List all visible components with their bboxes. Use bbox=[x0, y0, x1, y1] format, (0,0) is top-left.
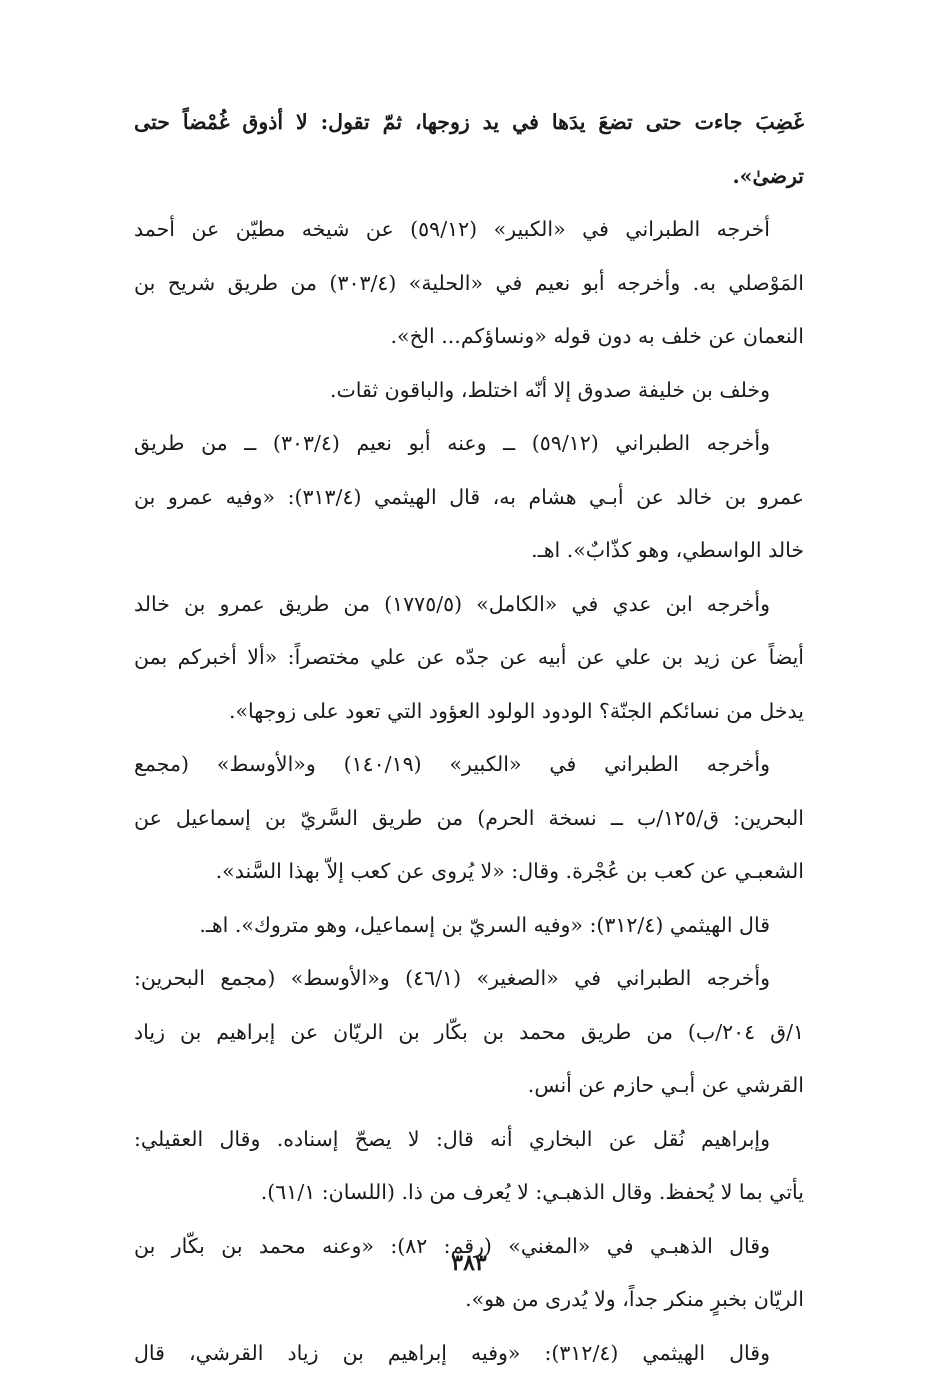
text-line: يدخل من نسائكم الجنّة؟ الودود الولود العؤود التي تعود على زوجها». bbox=[134, 685, 804, 739]
text-line: وخلف بن خليفة صدوق إلا أنّه اختلط، والباقون ثقات. bbox=[134, 364, 804, 418]
text-line: القرشي عن أبـي حازم عن أنس. bbox=[134, 1059, 804, 1113]
text-line: وأخرجه الطبراني في «الكبير» (١٤٠/١٩) و«الأوسط» (مجمع bbox=[134, 738, 804, 792]
page-number: ٣٨٣ bbox=[0, 1250, 938, 1276]
text-line: يأتي بما لا يُحفظ. وقال الذهبـي: لا يُعرف من ذا. (اللسان: ٦١/١). bbox=[134, 1166, 804, 1220]
text-block bbox=[134, 96, 804, 1380]
text-line: قال الهيثمي (٣١٢/٤): «وفيه السريّ بن إسماعيل، وهو متروك». اهـ. bbox=[134, 899, 804, 953]
text-line: ١/ق ٢٠٤/ب) من طريق محمد بن بكّار بن الريّان عن إبراهيم بن زياد bbox=[134, 1006, 804, 1060]
text-line: عمرو بن خالد عن أبـي هشام به، قال الهيثمي (٣١٣/٤): «وفيه عمرو بن bbox=[134, 471, 804, 525]
text-line: غَضِبَ جاءت حتى تضعَ يدَها في يد زوجها، ثمّ تقول: لا أذوق غُمْضاً حتى bbox=[134, 96, 804, 150]
text-line: النعمان عن خلف به دون قوله «ونساؤكم... الخ». bbox=[134, 310, 804, 364]
text-line: وقال الهيثمي (٣١٢/٤): «وفيه إبراهيم بن زياد القرشي، قال bbox=[134, 1327, 804, 1380]
text-line: البحرين: ق/١٢٥/ب ــ نسخة الحرم) من طريق السَّريّ بن إسماعيل عن bbox=[134, 792, 804, 846]
text-line: وأخرجه الطبراني في «الصغير» (٤٦/١) و«الأوسط» (مجمع البحرين: bbox=[134, 952, 804, 1006]
text-line: وإبراهيم نُقل عن البخاري أنه قال: لا يصحّ إسناده. وقال العقيلي: bbox=[134, 1113, 804, 1167]
text-line: خالد الواسطي، وهو كذّابٌ». اهـ. bbox=[134, 524, 804, 578]
text-line: الشعبـي عن كعب بن عُجْرة. وقال: «لا يُروى عن كعب إلاّ بهذا السَّند». bbox=[134, 845, 804, 899]
text-line: ترضىٰ». bbox=[134, 150, 804, 204]
text-line: أيضاً عن زيد بن علي عن أبيه عن جدّه عن علي مختصراً: «ألا أخبركم بمن bbox=[134, 631, 804, 685]
text-line: الريّان بخبرٍ منكر جداً، ولا يُدرى من هو». bbox=[134, 1273, 804, 1327]
text-line: وأخرجه الطبراني (٥٩/١٢) ــ وعنه أبو نعيم (٣٠٣/٤) ــ من طريق bbox=[134, 417, 804, 471]
text-line: أخرجه الطبراني في «الكبير» (٥٩/١٢) عن شيخه مطيّن عن أحمد bbox=[134, 203, 804, 257]
text-line: المَوْصلي به. وأخرجه أبو نعيم في «الحلية» (٣٠٣/٤) من طريق شريح بن bbox=[134, 257, 804, 311]
text-line: وأخرجه ابن عدي في «الكامل» (١٧٧٥/٥) من طريق عمرو بن خالد bbox=[134, 578, 804, 632]
text-line: وقال الذهبـي في «المغني» (رقم: ٨٢): «وعنه محمد بن بكّار بن bbox=[134, 1220, 804, 1274]
